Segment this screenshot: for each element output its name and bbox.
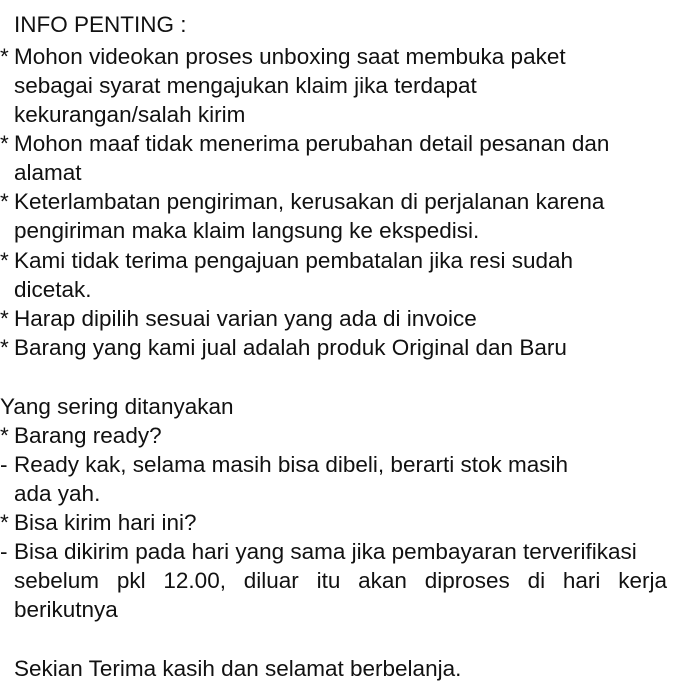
info-text: Barang yang kami jual adalah produk Original dan Baru xyxy=(14,335,567,360)
info-item-1-line-3: kekurangan/salah kirim xyxy=(14,102,246,127)
faq-question-text: Barang ready? xyxy=(14,423,162,448)
bullet-dash: - xyxy=(0,452,8,477)
info-text: Mohon maaf tidak menerima perubahan detail pesanan dan xyxy=(14,131,610,156)
bullet-dash: - xyxy=(0,539,8,564)
info-item-1-line-1 xyxy=(0,42,566,71)
info-text: Harap dipilih sesuai varian yang ada di invoice xyxy=(14,306,477,331)
info-item-1-line-2: sebagai syarat mengajukan klaim jika terdapat xyxy=(14,73,477,98)
faq-question-1 xyxy=(0,421,162,450)
info-item-6-line-1 xyxy=(0,333,567,362)
info-title: INFO PENTING : xyxy=(14,12,187,37)
faq-answer-text: Bisa dikirim pada hari yang sama jika pembayaran terverifikasi xyxy=(14,539,637,564)
info-item-3-line-2: pengiriman maka klaim langsung ke ekspedisi. xyxy=(14,218,480,243)
bullet-asterisk: * xyxy=(0,510,9,535)
bullet-asterisk: * xyxy=(0,423,9,448)
bullet-asterisk: * xyxy=(0,131,9,156)
info-item-5-line-1 xyxy=(0,304,477,333)
bullet-asterisk: * xyxy=(0,248,9,273)
info-item-4-line-1 xyxy=(0,246,573,275)
faq-answer-1-line-2: ada yah. xyxy=(14,481,101,506)
faq-answer-1-line-1 xyxy=(0,450,568,479)
info-text: Keterlambatan pengiriman, kerusakan di perjalanan karena xyxy=(14,189,605,214)
faq-answer-text: Ready kak, selama masih bisa dibeli, berarti stok masih xyxy=(14,452,568,477)
bullet-asterisk: * xyxy=(0,306,9,331)
info-text: Mohon videokan proses unboxing saat membuka paket xyxy=(14,44,566,69)
bullet-asterisk: * xyxy=(0,44,9,69)
faq-answer-text-justified: sebelum pkl 12.00, diluar itu akan diproses di hari kerja xyxy=(14,568,667,593)
info-item-2-line-2: alamat xyxy=(14,160,82,185)
faq-answer-2-line-3: berikutnya xyxy=(14,597,118,622)
info-item-2-line-1 xyxy=(0,129,609,158)
bullet-asterisk: * xyxy=(0,335,9,360)
info-item-3-line-1 xyxy=(0,187,604,216)
info-item-4-line-2: dicetak. xyxy=(14,277,92,302)
faq-answer-2-line-1 xyxy=(0,537,637,566)
info-text: Kami tidak terima pengajuan pembatalan jika resi sudah xyxy=(14,248,574,273)
faq-heading: Yang sering ditanyakan xyxy=(0,394,234,419)
faq-question-2 xyxy=(0,508,197,537)
closing-text: Sekian Terima kasih dan selamat berbelanja. xyxy=(14,656,462,681)
bullet-asterisk: * xyxy=(0,189,9,214)
faq-answer-2-line-2 xyxy=(14,566,667,595)
faq-question-text: Bisa kirim hari ini? xyxy=(14,510,197,535)
